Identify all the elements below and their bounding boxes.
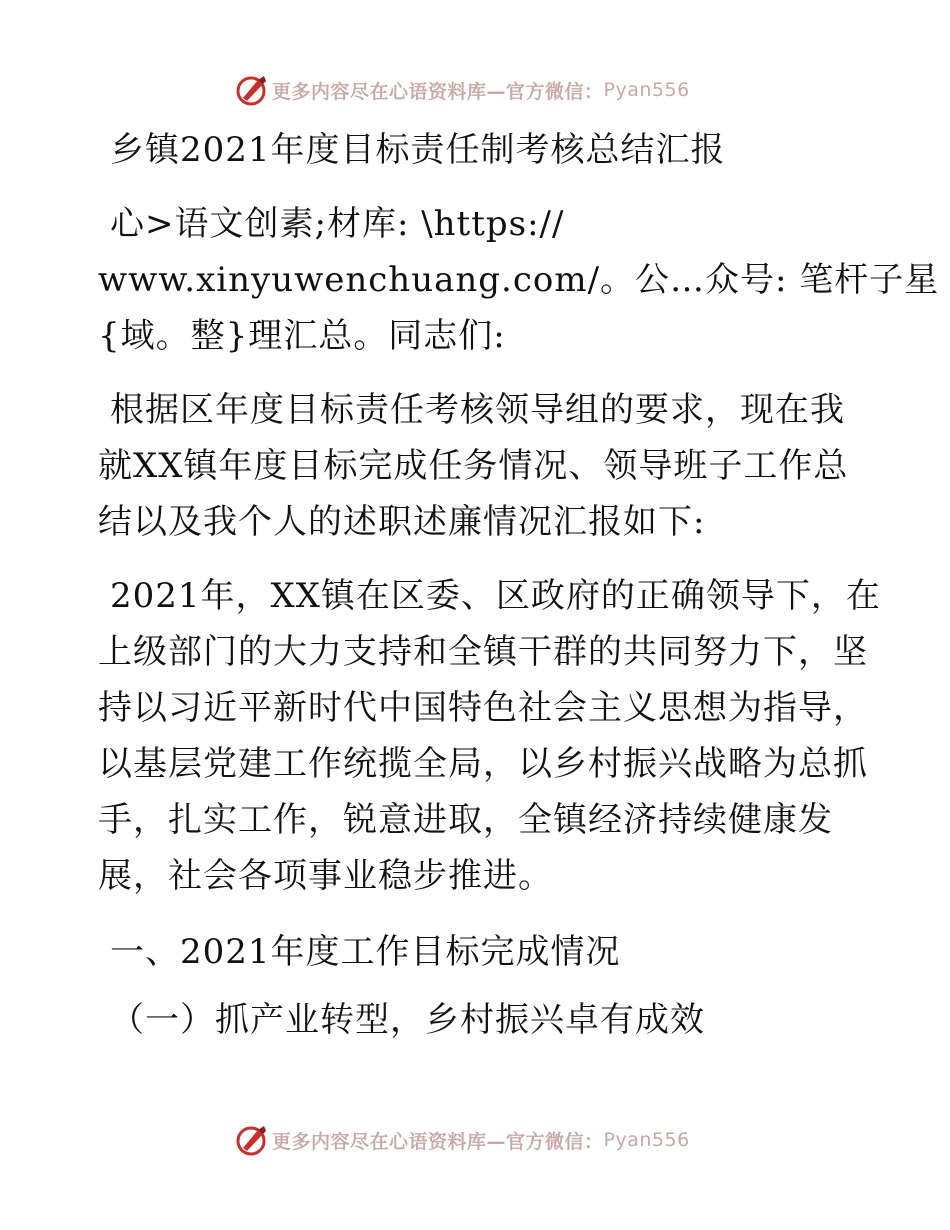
watermark-wechat-id: Pyan556 xyxy=(603,79,690,101)
paragraph-line: 手，扎实工作，锐意进取，全镇经济持续健康发 xyxy=(98,800,833,840)
subsection-heading: （一）抓产业转型，乡村振兴卓有成效 xyxy=(110,1000,705,1040)
paragraph-line: 持以习近平新时代中国特色社会主义思想为指导， xyxy=(98,688,868,728)
document-body xyxy=(98,122,940,1048)
pen-nib-logo-icon xyxy=(234,1122,270,1158)
section-heading: 一、2021年度工作目标完成情况 xyxy=(110,932,621,972)
paragraph-line: 上级部门的大力支持和全镇干群的共同努力下，坚 xyxy=(98,632,868,672)
paragraph-line: 结以及我个人的述职述廉情况汇报如下: xyxy=(98,502,706,542)
watermark-text: 更多内容尽在心语资料库—官方微信： xyxy=(272,80,604,103)
intro-line: www.xinyuwenchuang.com/。公…众号: 笔杆子星 xyxy=(98,260,940,300)
paragraph-line: 根据区年度目标责任考核领导组的要求，现在我 xyxy=(110,390,845,430)
paragraph-line: 2021年，XX镇在区委、区政府的正确领导下，在 xyxy=(110,576,881,616)
watermark-footer xyxy=(234,1122,690,1158)
watermark-wechat-id: Pyan556 xyxy=(603,1129,690,1151)
intro-line: {域。整}理汇总。同志们: xyxy=(98,316,506,356)
document-title: 乡镇2021年度目标责任制考核总结汇报 xyxy=(110,130,726,170)
paragraph-line: 展，社会各项事业稳步推进。 xyxy=(98,856,553,896)
pen-nib-logo-icon xyxy=(234,72,270,108)
paragraph-line: 以基层党建工作统揽全局，以乡村振兴战略为总抓 xyxy=(98,744,868,784)
paragraph-line: 就XX镇年度目标完成任务情况、领导班子工作总 xyxy=(98,446,849,486)
intro-line: 心>语文创素;材库: \https:// xyxy=(110,204,565,244)
watermark-header xyxy=(234,72,690,108)
watermark-text: 更多内容尽在心语资料库—官方微信： xyxy=(272,1130,604,1153)
